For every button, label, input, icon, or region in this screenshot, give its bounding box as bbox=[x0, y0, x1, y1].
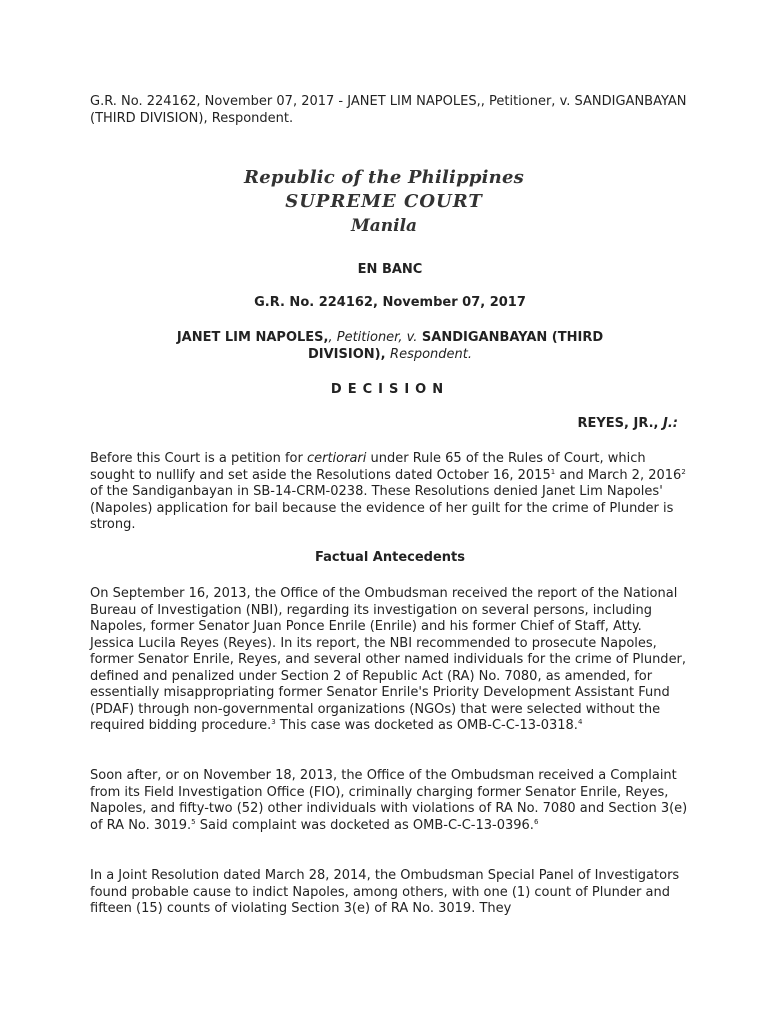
paragraph-2 bbox=[90, 586, 690, 735]
footnote-ref-4[interactable]: 4 bbox=[577, 718, 583, 726]
p1-text-c: under Rule 65 of the Rules of Court, which sought to nullify and set aside the Resolutions dated October 16, 2015 bbox=[90, 451, 646, 483]
ponente-suffix: J.: bbox=[663, 416, 678, 431]
seal-republic: Republic of the Philippines bbox=[244, 167, 524, 188]
respondent-role: Respondent. bbox=[390, 346, 473, 362]
footnote-ref-5[interactable]: 5 bbox=[191, 817, 196, 826]
factual-antecedents-heading: Factual Antecedents bbox=[314, 550, 466, 565]
footnote-ref-6[interactable]: 6 bbox=[533, 817, 539, 826]
p1-certiorari: certiorari bbox=[306, 451, 367, 466]
en-banc-heading: EN BANC bbox=[357, 262, 423, 277]
gr-number-heading: G.R. No. 224162, November 07, 2017 bbox=[254, 295, 526, 310]
respondent-name: SANDIGANBAYAN (THIRD DIVISION), bbox=[307, 330, 604, 362]
p1-text-a: Before this Court is a petition for bbox=[90, 451, 307, 466]
footnote-ref-1[interactable]: 1 bbox=[550, 467, 556, 476]
petitioner-role: , Petitioner, v. bbox=[328, 330, 418, 345]
seal-supreme-court: SUPREME COURT bbox=[285, 191, 483, 212]
p1-text-e: of the Sandiganbayan in SB-14-CRM-0238. These Resolutions denied Janet Lim Napoles' (Napoles) application for bail because the evidence of her guilt for the crime of Plunder is strong. bbox=[90, 484, 674, 532]
ponente-name: REYES, JR., bbox=[577, 416, 659, 431]
ponente bbox=[578, 416, 679, 433]
seal-manila: Manila bbox=[350, 216, 418, 236]
p2-text-a: On September 16, 2013, the Office of the Ombudsman received the report of the National Bureau of Investigation (NBI), regarding its investigation on several persons, including Napoles, former Senator Juan Ponce Enrile (Enrile) and his former Chief of Staff, Atty. Jessica Lucila Reyes (Reyes). In its report, the NBI recommended to prosecute Napoles, former Senator Enrile, Reyes, and several other named individuals for the crime of Plunder, defined and penalized under Section 2 of Republic Act (RA) No. 7080, as amended, for essentially misappropriating former Senator Enrile's Priority Development Assistant Fund (PDAF) through non-governmental organizations (NGOs) that were selected without the required bidding procedure. bbox=[90, 586, 687, 733]
p3-text-a: Soon after, or on November 18, 2013, the Office of the Ombudsman received a Complaint from its Field Investigation Office (FIO), criminally charging former Senator Enrile, Reyes, Napoles, and fifty-two (52) other individuals with violations of RA No. 7080 and Section 3(e) of RA No. 3019. bbox=[90, 768, 688, 833]
p1-text-d: and March 2, 2016 bbox=[555, 467, 682, 483]
paragraph-1 bbox=[90, 451, 690, 534]
paragraph-4: In a Joint Resolution dated March 28, 2014, the Ombudsman Special Panel of Investigators found probable cause to indict Napoles, among others, with one (1) count of Plunder and fifteen (15) counts of violating Section 3(e) of RA No. 3019. They bbox=[90, 868, 680, 916]
decision-title: DECISION bbox=[330, 382, 450, 397]
footnote-ref-2[interactable]: 2 bbox=[681, 467, 686, 476]
case-header-line: G.R. No. 224162, November 07, 2017 - JANET LIM NAPOLES,, Petitioner, v. SANDIGANBAYAN (THIRD DIVISION), Respondent. bbox=[90, 94, 687, 126]
p3-text-b: Said complaint was docketed as OMB-C-C-13-0396. bbox=[195, 817, 534, 833]
paragraph-3 bbox=[90, 768, 690, 834]
case-parties bbox=[150, 330, 630, 363]
p2-text-b: This case was docketed as OMB-C-C-13-0318. bbox=[275, 718, 578, 733]
petitioner-name: JANET LIM NAPOLES, bbox=[176, 330, 329, 345]
footnote-ref-3[interactable]: 3 bbox=[271, 718, 276, 726]
